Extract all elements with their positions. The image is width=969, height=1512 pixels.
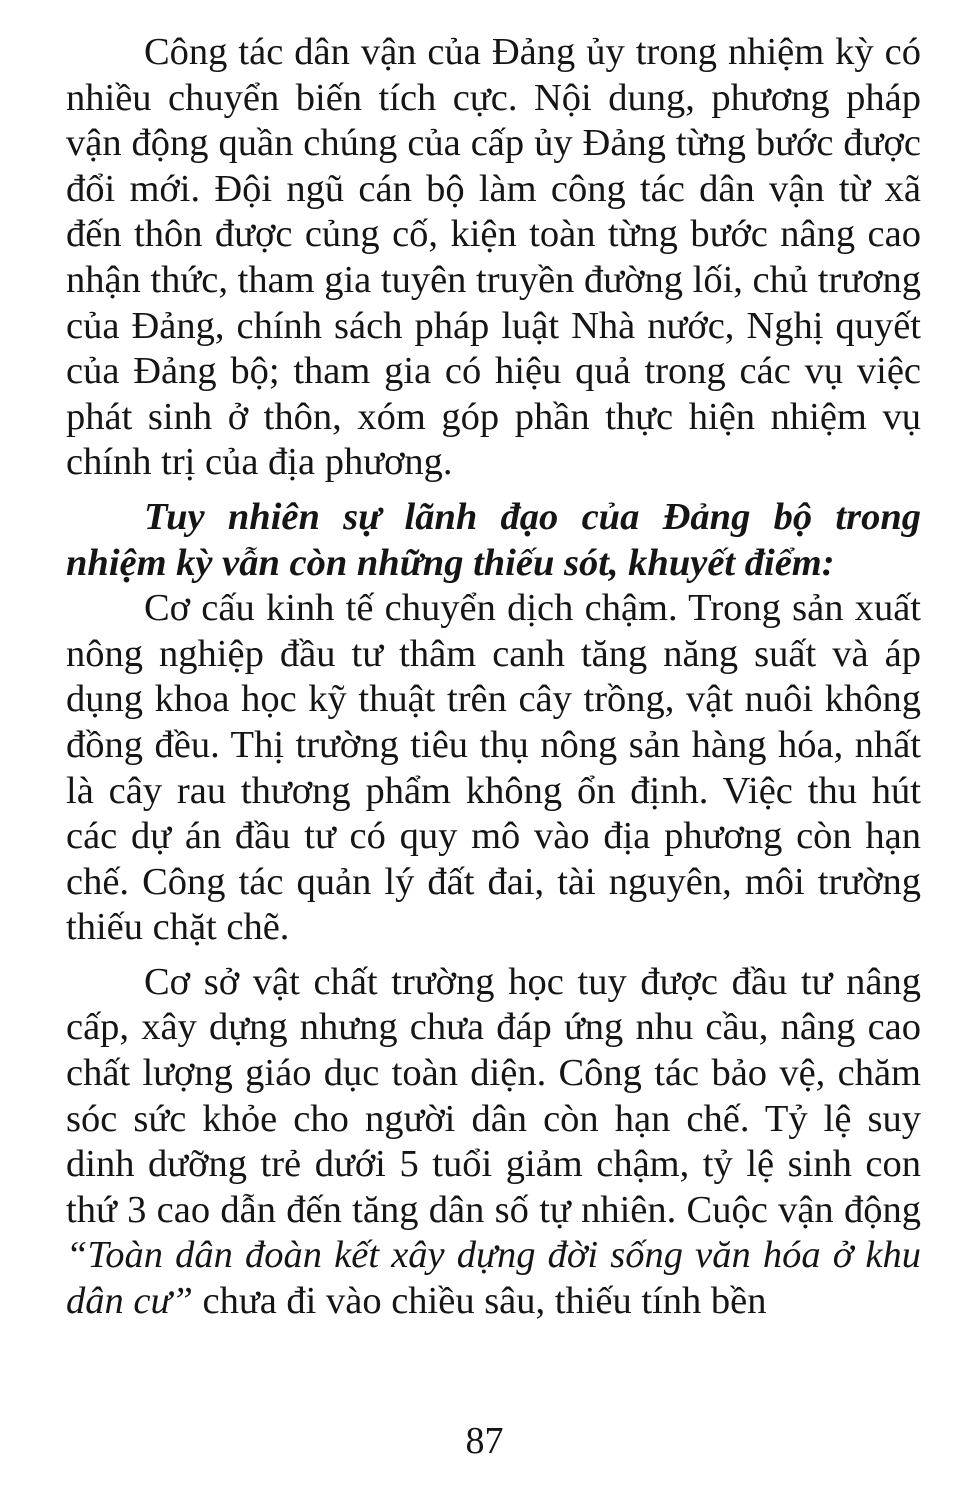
- paragraph-economic-shortcomings: Cơ cấu kinh tế chuyển dịch chậm. Trong sản xuất nông nghiệp đầu tư thâm canh tăng năng suất và áp dụng khoa học kỹ thuật trên cây trồng, vật nuôi không đồng đều. Thị trường tiêu thụ nông sản hàng hóa, nhất là cây rau thương phẩm không ổn định. Việc thu hút các dự án đầu tư có quy mô vào địa phương còn hạn chế. Công tác quản lý đất đai, tài nguyên, môi trường thiếu chặt chẽ.: [66, 587, 921, 949]
- page-number: 87: [465, 1420, 504, 1462]
- campaign-quote: “Toàn dân đoàn kết xây dựng đời sống văn hóa ở khu dân cư”: [66, 1234, 921, 1323]
- shortcomings-heading: Tuy nhiên sự lãnh đạo của Đảng bộ trong nhiệm kỳ vẫn còn những thiếu sót, khuyết điểm:: [66, 495, 921, 584]
- paragraph-text-start: Cơ sở vật chất trường học tuy được đầu tư nâng cấp, xây dựng nhưng chưa đáp ứng nhu cầu, nâng cao chất lượng giáo dục toàn diện. Công tác bảo vệ, chăm sóc sức khỏe cho người dân còn hạn chế. Tỷ lệ suy dinh dưỡng trẻ dưới 5 tuổi giảm chậm, tỷ lệ sinh con thứ 3 cao dẫn đến tăng dân số tự nhiên. Cuộc vận động: [66, 960, 921, 1231]
- paragraph-text-end: chưa đi vào chiều sâu, thiếu tính bền: [192, 1280, 767, 1323]
- paragraph-party-mass-mobilization: Công tác dân vận của Đảng ủy trong nhiệm kỳ có nhiều chuyển biến tích cực. Nội dung, phương pháp vận động quần chúng của cấp ủy Đảng từng bước được đổi mới. Đội ngũ cán bộ làm công tác dân vận từ xã đến thôn được củng cố, kiện toàn từng bước nâng cao nhận thức, tham gia tuyên truyền đường lối, chủ trương của Đảng, chính sách pháp luật Nhà nước, Nghị quyết của Đảng bộ; tham gia có hiệu quả trong các vụ việc phát sinh ở thôn, xóm góp phần thực hiện nhiệm vụ chính trị của địa phương.: [66, 31, 921, 484]
- paragraph-education-health-shortcomings: [66, 960, 921, 1325]
- body-text: [66, 30, 921, 1325]
